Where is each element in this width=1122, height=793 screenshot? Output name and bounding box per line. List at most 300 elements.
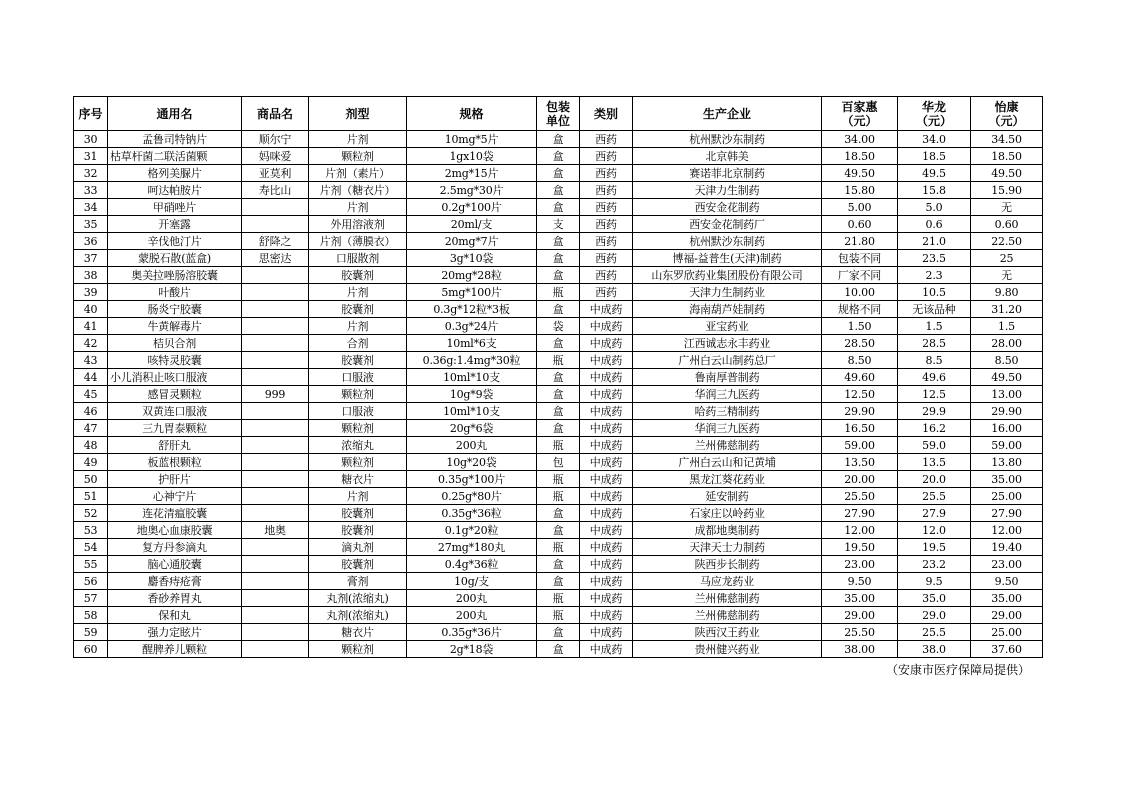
table-row (74, 573, 1043, 590)
cell-baijiahui-price: 59.00 (822, 437, 898, 454)
table-body (74, 131, 1043, 658)
cell-yikang-price: 28.00 (971, 335, 1043, 352)
cell-no: 47 (74, 420, 108, 437)
cell-yikang-price: 59.00 (971, 437, 1043, 454)
cell-dosage-form: 口服液 (309, 369, 407, 386)
cell-unit: 盒 (537, 233, 580, 250)
table-row (74, 590, 1043, 607)
cell-unit: 盒 (537, 403, 580, 420)
source-note: （安康市医疗保障局提供） (885, 663, 1030, 677)
cell-dosage-form: 胶囊剂 (309, 352, 407, 369)
cell-manufacturer: 北京韩美 (633, 148, 822, 165)
cell-dosage-form: 片剂 (309, 284, 407, 301)
cell-category: 西药 (580, 216, 633, 233)
cell-category: 西药 (580, 148, 633, 165)
table-row (74, 386, 1043, 403)
cell-generic-name: 脑心通胶囊 (108, 556, 242, 573)
cell-category: 中成药 (580, 539, 633, 556)
cell-generic-name: 地奥心血康胶囊 (108, 522, 242, 539)
table-row (74, 522, 1043, 539)
cell-baijiahui-price: 5.00 (822, 199, 898, 216)
cell-dosage-form: 膏剂 (309, 573, 407, 590)
cell-category: 西药 (580, 199, 633, 216)
cell-category: 中成药 (580, 301, 633, 318)
cell-unit: 盒 (537, 573, 580, 590)
cell-yikang-price: 25 (971, 250, 1043, 267)
cell-brand-name (242, 505, 309, 522)
table-row (74, 131, 1043, 148)
cell-generic-name: 蒙脱石散(蓝盒) (108, 250, 242, 267)
cell-brand-name: 顺尔宁 (242, 131, 309, 148)
cell-hualong-price: 27.9 (898, 505, 971, 522)
cell-generic-name: 桔贝合剂 (108, 335, 242, 352)
cell-unit: 瓶 (537, 437, 580, 454)
cell-spec: 10g*20袋 (407, 454, 537, 471)
table-row (74, 539, 1043, 556)
cell-category: 西药 (580, 165, 633, 182)
cell-no: 59 (74, 624, 108, 641)
cell-generic-name: 格列美脲片 (108, 165, 242, 182)
cell-spec: 0.2g*100片 (407, 199, 537, 216)
cell-unit: 盒 (537, 420, 580, 437)
cell-hualong-price: 10.5 (898, 284, 971, 301)
cell-hualong-price: 38.0 (898, 641, 971, 658)
cell-unit: 盒 (537, 182, 580, 199)
cell-baijiahui-price: 包装不同 (822, 250, 898, 267)
cell-dosage-form: 颗粒剂 (309, 641, 407, 658)
cell-category: 中成药 (580, 403, 633, 420)
cell-category: 中成药 (580, 505, 633, 522)
cell-hualong-price: 21.0 (898, 233, 971, 250)
table-row (74, 607, 1043, 624)
cell-manufacturer: 兰州佛慈制药 (633, 590, 822, 607)
cell-generic-name: 小儿消积止咳口服液 (108, 369, 242, 386)
table-row (74, 318, 1043, 335)
cell-unit: 盒 (537, 335, 580, 352)
cell-no: 53 (74, 522, 108, 539)
cell-brand-name (242, 624, 309, 641)
cell-brand-name (242, 556, 309, 573)
cell-hualong-price: 25.5 (898, 488, 971, 505)
cell-category: 中成药 (580, 437, 633, 454)
cell-baijiahui-price: 21.80 (822, 233, 898, 250)
cell-yikang-price: 49.50 (971, 369, 1043, 386)
cell-dosage-form: 片剂 (309, 318, 407, 335)
cell-manufacturer: 陕西汉王药业 (633, 624, 822, 641)
header-dosage-form: 剂型 (309, 97, 407, 131)
cell-yikang-price: 23.00 (971, 556, 1043, 573)
cell-generic-name: 复方丹参滴丸 (108, 539, 242, 556)
cell-brand-name: 思密达 (242, 250, 309, 267)
cell-brand-name: 妈咪爱 (242, 148, 309, 165)
header-category: 类别 (580, 97, 633, 131)
cell-baijiahui-price: 27.90 (822, 505, 898, 522)
cell-brand-name (242, 335, 309, 352)
table-header-row (74, 97, 1043, 131)
cell-spec: 0.3g*12粒*3板 (407, 301, 537, 318)
cell-brand-name (242, 607, 309, 624)
cell-unit: 包 (537, 454, 580, 471)
cell-category: 中成药 (580, 624, 633, 641)
cell-no: 55 (74, 556, 108, 573)
cell-category: 中成药 (580, 471, 633, 488)
cell-hualong-price: 8.5 (898, 352, 971, 369)
cell-no: 44 (74, 369, 108, 386)
table-row (74, 403, 1043, 420)
cell-no: 60 (74, 641, 108, 658)
cell-yikang-price: 无 (971, 199, 1043, 216)
cell-generic-name: 叶酸片 (108, 284, 242, 301)
cell-no: 43 (74, 352, 108, 369)
cell-no: 58 (74, 607, 108, 624)
cell-dosage-form: 胶囊剂 (309, 556, 407, 573)
cell-no: 42 (74, 335, 108, 352)
cell-generic-name: 连花清瘟胶囊 (108, 505, 242, 522)
cell-no: 38 (74, 267, 108, 284)
cell-yikang-price: 49.50 (971, 165, 1043, 182)
table-row (74, 267, 1043, 284)
cell-dosage-form: 片剂（素片） (309, 165, 407, 182)
cell-baijiahui-price: 25.50 (822, 624, 898, 641)
cell-generic-name: 心神宁片 (108, 488, 242, 505)
cell-spec: 0.35g*36粒 (407, 505, 537, 522)
cell-unit: 盒 (537, 556, 580, 573)
cell-yikang-price: 35.00 (971, 590, 1043, 607)
cell-yikang-price: 9.80 (971, 284, 1043, 301)
header-generic-name: 通用名 (108, 97, 242, 131)
cell-dosage-form: 片剂 (309, 131, 407, 148)
cell-hualong-price: 34.0 (898, 131, 971, 148)
table-row (74, 182, 1043, 199)
cell-no: 51 (74, 488, 108, 505)
table-row (74, 284, 1043, 301)
cell-generic-name: 强力定眩片 (108, 624, 242, 641)
cell-baijiahui-price: 规格不同 (822, 301, 898, 318)
cell-category: 西药 (580, 131, 633, 148)
cell-category: 中成药 (580, 454, 633, 471)
header-hualong-price: 华龙（元） (898, 97, 971, 131)
cell-hualong-price: 1.5 (898, 318, 971, 335)
cell-hualong-price: 25.5 (898, 624, 971, 641)
cell-baijiahui-price: 12.00 (822, 522, 898, 539)
cell-unit: 盒 (537, 131, 580, 148)
cell-yikang-price: 18.50 (971, 148, 1043, 165)
table-row (74, 471, 1043, 488)
cell-brand-name (242, 216, 309, 233)
table-row (74, 250, 1043, 267)
cell-brand-name (242, 539, 309, 556)
cell-spec: 10g*9袋 (407, 386, 537, 403)
cell-brand-name: 舒降之 (242, 233, 309, 250)
cell-baijiahui-price: 15.80 (822, 182, 898, 199)
cell-brand-name (242, 454, 309, 471)
cell-yikang-price: 29.00 (971, 607, 1043, 624)
cell-brand-name (242, 352, 309, 369)
cell-manufacturer: 赛诺菲北京制药 (633, 165, 822, 182)
cell-baijiahui-price: 28.50 (822, 335, 898, 352)
cell-yikang-price: 12.00 (971, 522, 1043, 539)
cell-manufacturer: 亚宝药业 (633, 318, 822, 335)
cell-unit: 盒 (537, 369, 580, 386)
cell-brand-name: 寿比山 (242, 182, 309, 199)
cell-dosage-form: 丸剂(浓缩丸) (309, 607, 407, 624)
cell-dosage-form: 颗粒剂 (309, 148, 407, 165)
cell-baijiahui-price: 12.50 (822, 386, 898, 403)
header-brand-name: 商品名 (242, 97, 309, 131)
cell-manufacturer: 兰州佛慈制药 (633, 607, 822, 624)
table-row (74, 165, 1043, 182)
cell-generic-name: 醒脾养儿颗粒 (108, 641, 242, 658)
header-no: 序号 (74, 97, 108, 131)
table-row (74, 505, 1043, 522)
table-row (74, 335, 1043, 352)
cell-baijiahui-price: 0.60 (822, 216, 898, 233)
cell-brand-name (242, 488, 309, 505)
table-row (74, 454, 1043, 471)
cell-yikang-price: 25.00 (971, 488, 1043, 505)
cell-hualong-price: 29.9 (898, 403, 971, 420)
cell-yikang-price: 无 (971, 267, 1043, 284)
cell-generic-name: 辛伐他汀片 (108, 233, 242, 250)
cell-hualong-price: 29.0 (898, 607, 971, 624)
cell-spec: 20ml/支 (407, 216, 537, 233)
cell-manufacturer: 西安金花制药 (633, 199, 822, 216)
table-row (74, 199, 1043, 216)
cell-generic-name: 保和丸 (108, 607, 242, 624)
cell-brand-name (242, 318, 309, 335)
cell-spec: 10mg*5片 (407, 131, 537, 148)
cell-generic-name: 双黄连口服液 (108, 403, 242, 420)
cell-dosage-form: 片剂 (309, 488, 407, 505)
cell-yikang-price: 13.80 (971, 454, 1043, 471)
cell-spec: 2mg*15片 (407, 165, 537, 182)
cell-unit: 瓶 (537, 352, 580, 369)
cell-unit: 袋 (537, 318, 580, 335)
cell-no: 52 (74, 505, 108, 522)
cell-category: 中成药 (580, 352, 633, 369)
cell-dosage-form: 颗粒剂 (309, 420, 407, 437)
cell-spec: 0.25g*80片 (407, 488, 537, 505)
cell-unit: 盒 (537, 386, 580, 403)
table-row (74, 641, 1043, 658)
cell-dosage-form: 糖衣片 (309, 624, 407, 641)
cell-baijiahui-price: 8.50 (822, 352, 898, 369)
cell-unit: 盒 (537, 641, 580, 658)
cell-brand-name (242, 369, 309, 386)
cell-manufacturer: 陕西步长制药 (633, 556, 822, 573)
cell-brand-name: 地奥 (242, 522, 309, 539)
cell-brand-name (242, 284, 309, 301)
cell-manufacturer: 马应龙药业 (633, 573, 822, 590)
cell-unit: 盒 (537, 624, 580, 641)
table-row (74, 301, 1043, 318)
cell-spec: 20mg*28粒 (407, 267, 537, 284)
cell-hualong-price: 15.8 (898, 182, 971, 199)
cell-no: 39 (74, 284, 108, 301)
cell-baijiahui-price: 49.50 (822, 165, 898, 182)
cell-no: 33 (74, 182, 108, 199)
cell-dosage-form: 糖衣片 (309, 471, 407, 488)
cell-baijiahui-price: 9.50 (822, 573, 898, 590)
cell-baijiahui-price: 18.50 (822, 148, 898, 165)
cell-dosage-form: 浓缩丸 (309, 437, 407, 454)
cell-spec: 2g*18袋 (407, 641, 537, 658)
cell-manufacturer: 兰州佛慈制药 (633, 437, 822, 454)
cell-brand-name (242, 403, 309, 420)
cell-unit: 盒 (537, 165, 580, 182)
cell-unit: 瓶 (537, 539, 580, 556)
cell-category: 中成药 (580, 573, 633, 590)
cell-category: 中成药 (580, 420, 633, 437)
cell-yikang-price: 19.40 (971, 539, 1043, 556)
table-row (74, 624, 1043, 641)
cell-category: 中成药 (580, 386, 633, 403)
cell-yikang-price: 16.00 (971, 420, 1043, 437)
cell-brand-name (242, 573, 309, 590)
cell-baijiahui-price: 20.00 (822, 471, 898, 488)
cell-manufacturer: 广州白云山制药总厂 (633, 352, 822, 369)
cell-manufacturer: 山东罗欣药业集团股份有限公司 (633, 267, 822, 284)
cell-hualong-price: 13.5 (898, 454, 971, 471)
cell-generic-name: 护肝片 (108, 471, 242, 488)
cell-yikang-price: 25.00 (971, 624, 1043, 641)
cell-unit: 盒 (537, 267, 580, 284)
cell-category: 中成药 (580, 369, 633, 386)
cell-generic-name: 开塞露 (108, 216, 242, 233)
cell-no: 41 (74, 318, 108, 335)
cell-spec: 10g/支 (407, 573, 537, 590)
table-row (74, 420, 1043, 437)
cell-baijiahui-price: 35.00 (822, 590, 898, 607)
cell-baijiahui-price: 10.00 (822, 284, 898, 301)
cell-spec: 200丸 (407, 607, 537, 624)
cell-no: 57 (74, 590, 108, 607)
cell-brand-name (242, 471, 309, 488)
cell-dosage-form: 胶囊剂 (309, 505, 407, 522)
cell-no: 56 (74, 573, 108, 590)
cell-no: 32 (74, 165, 108, 182)
cell-manufacturer: 天津力生制药 (633, 182, 822, 199)
cell-category: 中成药 (580, 335, 633, 352)
cell-hualong-price: 12.0 (898, 522, 971, 539)
cell-category: 中成药 (580, 488, 633, 505)
cell-manufacturer: 江西诚志永丰药业 (633, 335, 822, 352)
cell-no: 54 (74, 539, 108, 556)
cell-generic-name: 枯草杆菌二联活菌颗 (108, 148, 242, 165)
cell-brand-name (242, 641, 309, 658)
cell-spec: 27mg*180丸 (407, 539, 537, 556)
cell-spec: 1gx10袋 (407, 148, 537, 165)
cell-manufacturer: 西安金花制药厂 (633, 216, 822, 233)
cell-dosage-form: 胶囊剂 (309, 522, 407, 539)
cell-dosage-form: 颗粒剂 (309, 454, 407, 471)
cell-hualong-price: 18.5 (898, 148, 971, 165)
cell-baijiahui-price: 29.00 (822, 607, 898, 624)
cell-spec: 0.35g*36片 (407, 624, 537, 641)
cell-hualong-price: 5.0 (898, 199, 971, 216)
cell-hualong-price: 23.5 (898, 250, 971, 267)
cell-spec: 10ml*10支 (407, 369, 537, 386)
cell-unit: 瓶 (537, 488, 580, 505)
cell-no: 35 (74, 216, 108, 233)
cell-category: 中成药 (580, 522, 633, 539)
cell-hualong-price: 0.6 (898, 216, 971, 233)
cell-spec: 3g*10袋 (407, 250, 537, 267)
cell-dosage-form: 片剂 (309, 199, 407, 216)
cell-hualong-price: 23.2 (898, 556, 971, 573)
cell-spec: 10ml*6支 (407, 335, 537, 352)
cell-dosage-form: 胶囊剂 (309, 301, 407, 318)
cell-generic-name: 孟鲁司特钠片 (108, 131, 242, 148)
cell-unit: 盒 (537, 250, 580, 267)
table-row (74, 233, 1043, 250)
cell-no: 50 (74, 471, 108, 488)
cell-unit: 盒 (537, 522, 580, 539)
cell-hualong-price: 2.3 (898, 267, 971, 284)
cell-unit: 盒 (537, 301, 580, 318)
header-spec: 规格 (407, 97, 537, 131)
cell-hualong-price: 20.0 (898, 471, 971, 488)
cell-generic-name: 奥美拉唑肠溶胶囊 (108, 267, 242, 284)
cell-hualong-price: 12.5 (898, 386, 971, 403)
table-row (74, 352, 1043, 369)
cell-brand-name (242, 199, 309, 216)
cell-manufacturer: 哈药三精制药 (633, 403, 822, 420)
cell-yikang-price: 27.90 (971, 505, 1043, 522)
cell-yikang-price: 0.60 (971, 216, 1043, 233)
cell-no: 37 (74, 250, 108, 267)
cell-category: 中成药 (580, 641, 633, 658)
cell-generic-name: 香砂养胃丸 (108, 590, 242, 607)
cell-spec: 200丸 (407, 590, 537, 607)
cell-spec: 0.36g:1.4mg*30粒 (407, 352, 537, 369)
cell-brand-name: 亚莫利 (242, 165, 309, 182)
cell-generic-name: 三九胃泰颗粒 (108, 420, 242, 437)
cell-unit: 瓶 (537, 284, 580, 301)
table-row (74, 488, 1043, 505)
table-row (74, 437, 1043, 454)
cell-baijiahui-price: 29.90 (822, 403, 898, 420)
cell-yikang-price: 31.20 (971, 301, 1043, 318)
cell-spec: 0.4g*36粒 (407, 556, 537, 573)
cell-category: 西药 (580, 284, 633, 301)
cell-hualong-price: 28.5 (898, 335, 971, 352)
cell-dosage-form: 合剂 (309, 335, 407, 352)
table-row (74, 216, 1043, 233)
cell-generic-name: 舒肝丸 (108, 437, 242, 454)
cell-yikang-price: 35.00 (971, 471, 1043, 488)
cell-dosage-form: 片剂（糖衣片） (309, 182, 407, 199)
cell-manufacturer: 成都地奥制药 (633, 522, 822, 539)
cell-hualong-price: 19.5 (898, 539, 971, 556)
cell-category: 西药 (580, 250, 633, 267)
cell-spec: 5mg*100片 (407, 284, 537, 301)
cell-brand-name (242, 437, 309, 454)
cell-dosage-form: 胶囊剂 (309, 267, 407, 284)
cell-manufacturer: 鲁南厚普制药 (633, 369, 822, 386)
cell-manufacturer: 延安制药 (633, 488, 822, 505)
cell-brand-name: 999 (242, 386, 309, 403)
cell-generic-name: 肠炎宁胶囊 (108, 301, 242, 318)
cell-category: 西药 (580, 182, 633, 199)
cell-baijiahui-price: 34.00 (822, 131, 898, 148)
cell-dosage-form: 片剂（薄膜衣） (309, 233, 407, 250)
cell-baijiahui-price: 厂家不同 (822, 267, 898, 284)
cell-dosage-form: 口服散剂 (309, 250, 407, 267)
cell-hualong-price: 49.5 (898, 165, 971, 182)
cell-category: 中成药 (580, 607, 633, 624)
cell-manufacturer: 天津力生制药业 (633, 284, 822, 301)
